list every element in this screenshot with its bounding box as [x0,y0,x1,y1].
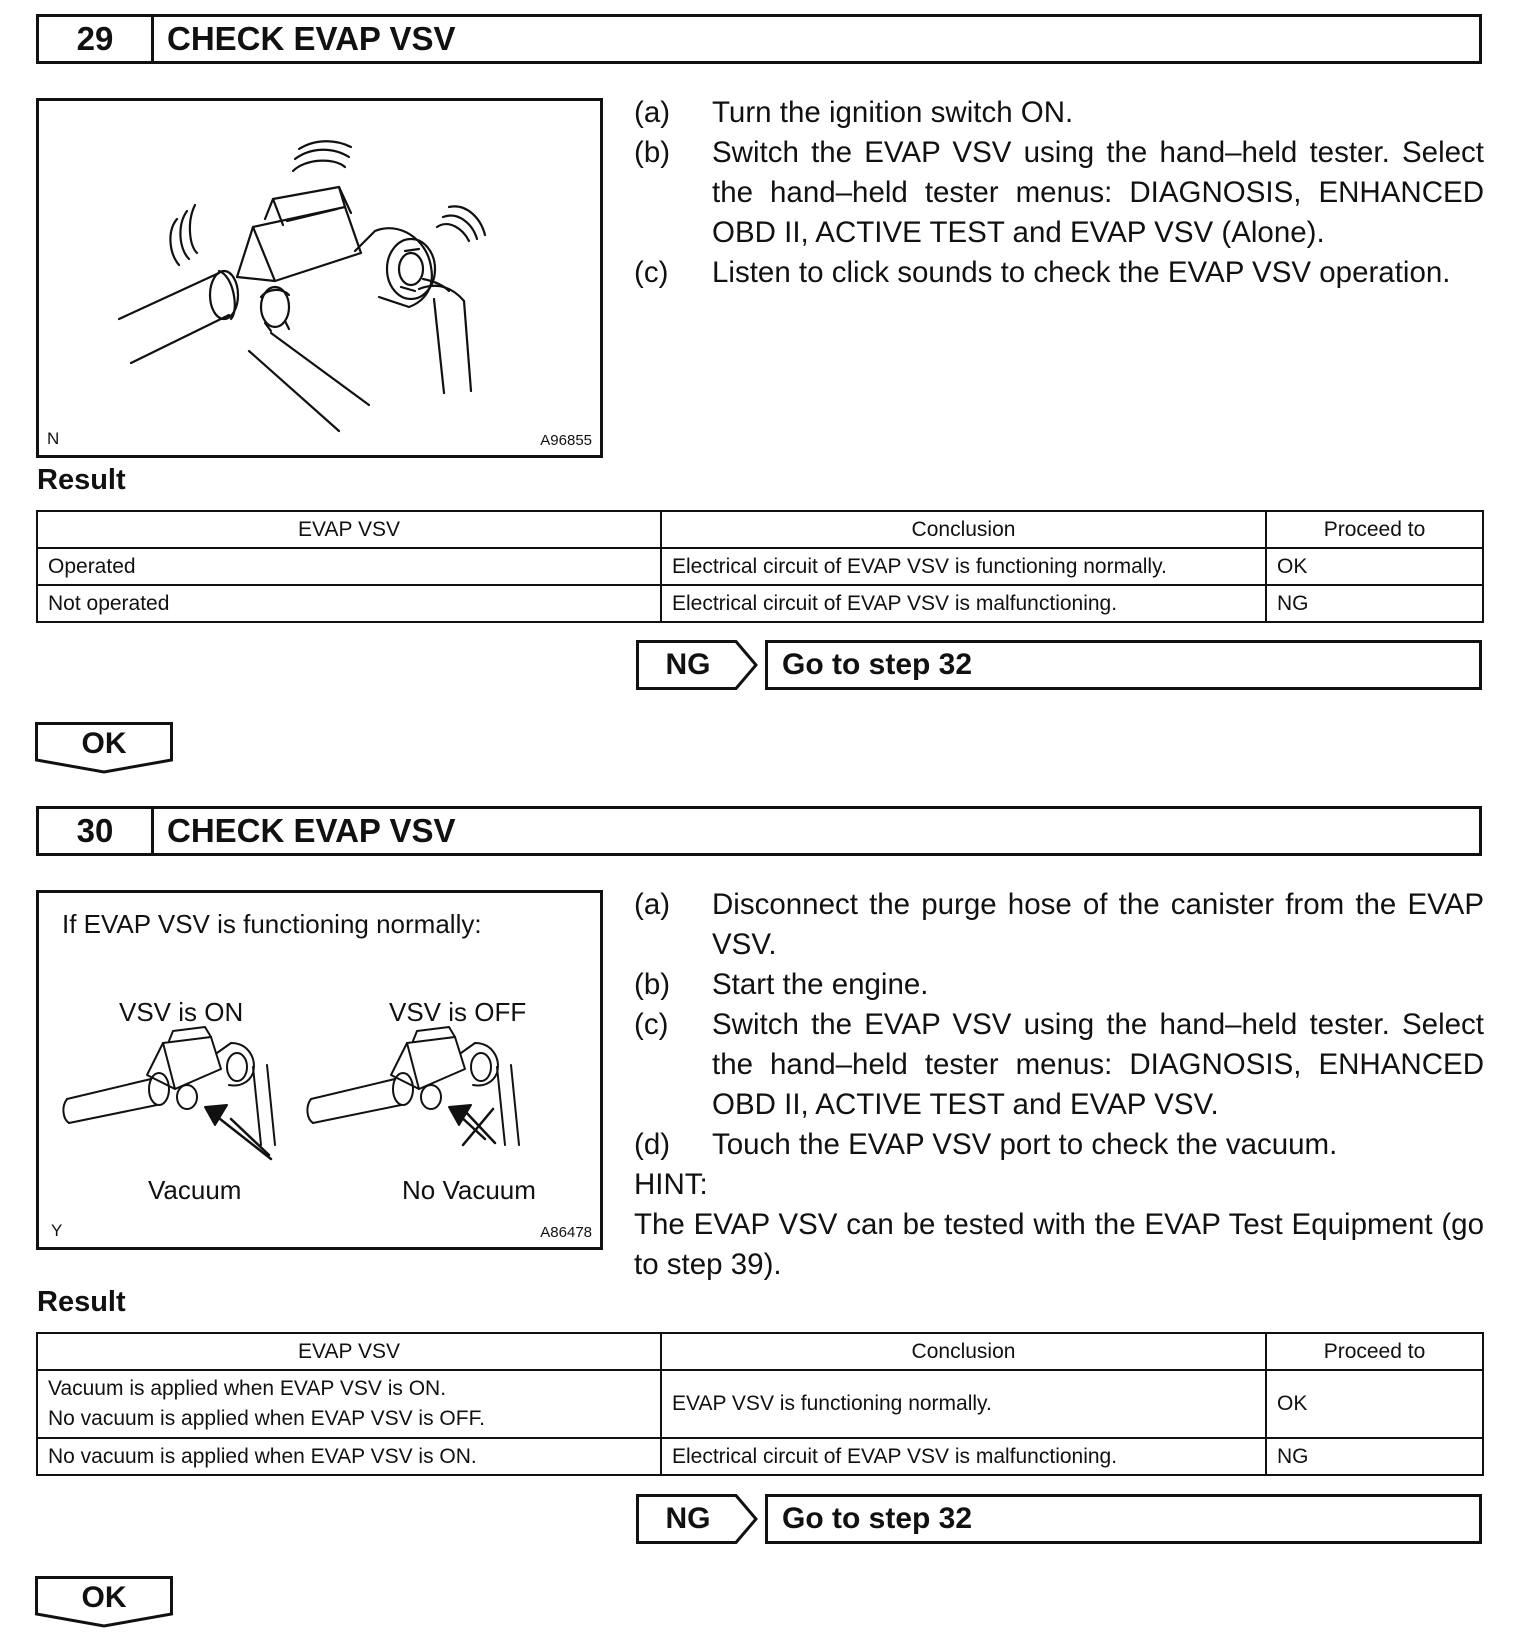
instruction-label: (a) [634,96,671,129]
ok-continue-tag[interactable] [35,1576,173,1628]
ng-label: NG [665,648,711,681]
table-header-row [37,1333,1483,1370]
instruction-item [634,1125,1484,1165]
vsv-on-title: VSV is ON [119,997,244,1027]
table-cell: NG [1266,1438,1483,1475]
instruction-label: (a) [634,888,671,921]
ok-continue-tag[interactable] [35,722,173,774]
step-title: CHECK EVAP VSV [167,20,456,57]
vsv-off-valve-icon [307,1027,519,1145]
table-cell: EVAP VSV is functioning normally. [661,1370,1266,1438]
condition-line: Vacuum is applied when EVAP VSV is ON. [48,1377,447,1400]
table-row [37,1370,1483,1438]
column-header: Conclusion [661,1333,1266,1370]
instruction-item [634,965,1484,1005]
instruction-text: Start the engine. [712,968,929,1001]
figure-corner-mark: Y [51,1221,63,1240]
vacuum-label: Vacuum [148,1175,242,1205]
step-29-header [36,14,1482,64]
hint-label: HINT: [634,1168,708,1201]
table-cell: NG [1266,585,1483,622]
step-30-header [36,806,1482,856]
instruction-label: (c) [634,1008,669,1041]
step-29-figure-evap-vsv-illustration [36,98,603,458]
instruction-item [634,93,1484,133]
instruction-text: Disconnect the purge hose of the canister from the EVAP VSV. [712,888,1484,961]
ng-label: NG [665,1502,711,1535]
table-row [37,585,1483,622]
instruction-text: Switch the EVAP VSV using the hand–held tester. Select the hand–held tester menus: DIAGNOSIS, ENHANCED OBD II, ACTIVE TEST and EVAP VSV. [712,1008,1484,1121]
ng-goto-step-link[interactable]: Go to step 32 [765,640,1482,690]
step-30-instructions [634,885,1484,1285]
instruction-item [634,885,1484,965]
table-cell [37,1370,661,1438]
instruction-label: (d) [634,1128,671,1161]
step-number: 30 [39,809,154,853]
table-cell: Not operated [37,585,661,622]
instruction-label: (b) [634,136,671,169]
column-header: Proceed to [1266,1333,1483,1370]
no-vacuum-label: No Vacuum [402,1175,536,1205]
figure-corner-mark: N [47,429,60,448]
ng-branch-tag[interactable] [636,1494,758,1544]
table-cell: No vacuum is applied when EVAP VSV is ON. [37,1438,661,1475]
step-29-instructions [634,93,1484,293]
table-header-row [37,511,1483,548]
step-number: 29 [39,17,154,61]
column-header: EVAP VSV [37,511,661,548]
condition-line: No vacuum is applied when EVAP VSV is OFF. [48,1407,485,1430]
result-heading: Result [37,464,126,496]
ng-branch-tag[interactable] [636,640,758,690]
hint-text: The EVAP VSV can be tested with the EVAP Test Equipment (go to step 39). [634,1208,1484,1281]
table-row [37,1438,1483,1475]
table-cell: Electrical circuit of EVAP VSV is malfunctioning. [661,585,1266,622]
column-header: EVAP VSV [37,1333,661,1370]
table-cell: Operated [37,548,661,585]
vsv-on-off-drawing [39,893,600,1247]
column-header: Proceed to [1266,511,1483,548]
ok-label: OK [81,1581,127,1614]
instruction-item [634,253,1484,293]
step-30-figure-vacuum-check [36,890,603,1250]
vsv-off-title: VSV is OFF [389,997,527,1027]
instruction-label: (b) [634,968,671,1001]
ng-goto-step-link[interactable]: Go to step 32 [765,1494,1482,1544]
evap-vsv-drawing [39,101,600,455]
step-30-result-table [36,1332,1484,1476]
table-cell: Electrical circuit of EVAP VSV is malfunctioning. [661,1438,1266,1475]
figure-id: A86478 [540,1224,592,1241]
instruction-text: Switch the EVAP VSV using the hand–held tester. Select the hand–held tester menus: DIAGNOSIS, ENHANCED OBD II, ACTIVE TEST and EVAP VSV (Alone). [712,136,1484,249]
table-row [37,548,1483,585]
figure-caption: If EVAP VSV is functioning normally: [62,909,482,939]
instruction-text: Listen to click sounds to check the EVAP VSV operation. [712,256,1451,289]
instruction-text: Touch the EVAP VSV port to check the vacuum. [712,1128,1338,1161]
table-cell: OK [1266,1370,1483,1438]
figure-id: A96855 [540,432,592,449]
ok-label: OK [81,727,127,760]
table-cell: Electrical circuit of EVAP VSV is functioning normally. [661,548,1266,585]
instruction-label: (c) [634,256,669,289]
instruction-item [634,1005,1484,1125]
instruction-item [634,133,1484,253]
vsv-on-valve-icon [63,1027,275,1159]
result-heading: Result [37,1286,126,1318]
column-header: Conclusion [661,511,1266,548]
instruction-text: Turn the ignition switch ON. [712,96,1074,129]
step-29-result-table [36,510,1484,623]
table-cell: OK [1266,548,1483,585]
step-title: CHECK EVAP VSV [167,812,456,849]
